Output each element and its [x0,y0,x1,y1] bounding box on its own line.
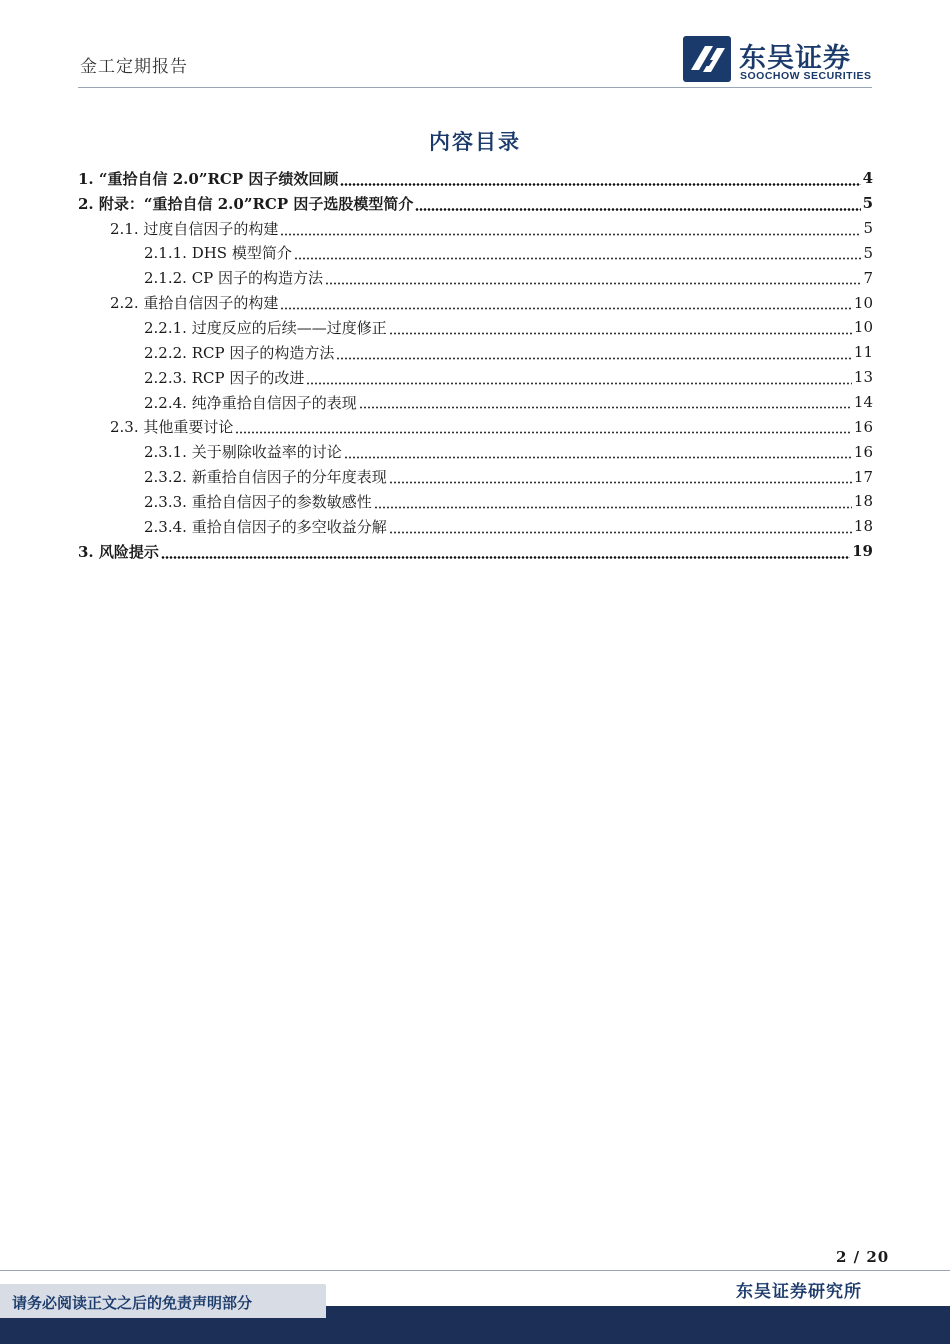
toc-leader-dots [280,233,861,236]
toc-entry-page: 11 [853,343,873,362]
toc-entry[interactable] [78,241,873,266]
toc-entry-label: 2.3.2. 新重拾自信因子的分年度表现 [144,468,387,487]
toc-entry-label: 2.3.3. 重拾自信因子的参数敏感性 [144,492,372,511]
toc-entry[interactable] [78,315,873,340]
header-divider [78,87,872,88]
logo-name-en: SOOCHOW SECURITIES [740,70,872,82]
logo-name-cn: 东吴证券 [739,43,851,74]
toc-entry-label: 2.1.2. CP 因子的构造方法 [144,269,324,288]
disclaimer-box [0,1284,326,1318]
toc-entry-label: 2.2.3. RCP 因子的改进 [144,368,305,387]
toc-entry[interactable] [78,414,873,439]
toc-entry[interactable] [78,539,873,564]
toc-leader-dots [415,208,860,211]
toc-entry[interactable] [78,340,873,365]
toc-entry-label: 2.2. 重拾自信因子的构建 [110,294,279,313]
toc-leader-dots [336,357,852,360]
toc-leader-dots [235,431,852,434]
toc-entry-label: 2.1.1. DHS 模型简介 [144,244,292,263]
toc-leader-dots [280,307,852,310]
toc-leader-dots [294,257,862,260]
toc-leader-dots [359,406,852,409]
toc-leader-dots [389,531,852,534]
toc-leader-dots [344,456,852,459]
toc-entry-page: 5 [863,243,873,262]
toc-entry[interactable] [78,390,873,415]
toc-entry-label: 1. “重拾自信 2.0”RCP 因子绩效回顾 [78,169,339,188]
toc-entry-page: 4 [862,169,873,188]
toc-entry-label: 3. 风险提示 [78,542,159,561]
toc-leader-dots [306,382,852,385]
toc-entry[interactable] [78,216,873,241]
toc-entry-label: 2. 附录：“重拾自信 2.0”RCP 因子选股模型简介 [78,194,414,213]
toc-leader-dots [389,332,852,335]
toc-entry[interactable] [78,290,873,315]
toc-entry[interactable] [78,166,873,191]
toc-entry[interactable] [78,514,873,539]
disclaimer-text: 请务必阅读正文之后的免责声明部分 [12,1294,253,1312]
toc-entry-page: 16 [853,442,873,461]
toc-entry-page: 5 [862,194,873,213]
toc-entry-page: 16 [853,417,873,436]
toc-entry-page: 18 [853,517,873,536]
toc-entry-label: 2.2.1. 过度反应的后续——过度修正 [144,318,387,337]
footer-divider [0,1270,950,1271]
toc-entry-page: 13 [853,368,873,387]
toc-entry-page: 10 [853,293,873,312]
toc-leader-dots [161,556,850,559]
toc-entry-page: 18 [853,492,873,511]
toc-entry-label: 2.3.4. 重拾自信因子的多空收益分解 [144,517,387,536]
toc-entry[interactable] [78,439,873,464]
report-type-label: 金工定期报告 [80,57,188,77]
toc-entry-page: 17 [853,467,873,486]
toc-entry-label: 2.2.2. RCP 因子的构造方法 [144,343,335,362]
toc-leader-dots [374,506,852,509]
toc-entry-page: 7 [863,268,873,287]
toc-title: 内容目录 [429,129,521,154]
toc-entry[interactable] [78,365,873,390]
toc-entry-page: 19 [852,542,873,561]
toc-entry[interactable] [78,265,873,290]
toc-entry-page: 14 [853,393,873,412]
toc-leader-dots [389,481,852,484]
toc-entry[interactable] [78,464,873,489]
page-indicator: 2 / 20 [836,1248,890,1266]
toc-entry[interactable] [78,489,873,514]
toc-entry-page: 5 [863,219,873,238]
toc-leader-dots [325,282,861,285]
soochow-logo-icon [683,36,731,82]
institute-name: 东吴证券研究所 [736,1282,862,1302]
toc-leader-dots [340,183,860,186]
toc-entry-label: 2.2.4. 纯净重拾自信因子的表现 [144,393,357,412]
toc-entry[interactable] [78,191,873,216]
table-of-contents [78,166,873,564]
toc-entry-page: 10 [853,318,873,337]
toc-entry-label: 2.1. 过度自信因子的构建 [110,219,279,238]
toc-entry-label: 2.3. 其他重要讨论 [110,418,234,437]
toc-entry-label: 2.3.1. 关于剔除收益率的讨论 [144,443,342,462]
company-logo [683,36,883,86]
